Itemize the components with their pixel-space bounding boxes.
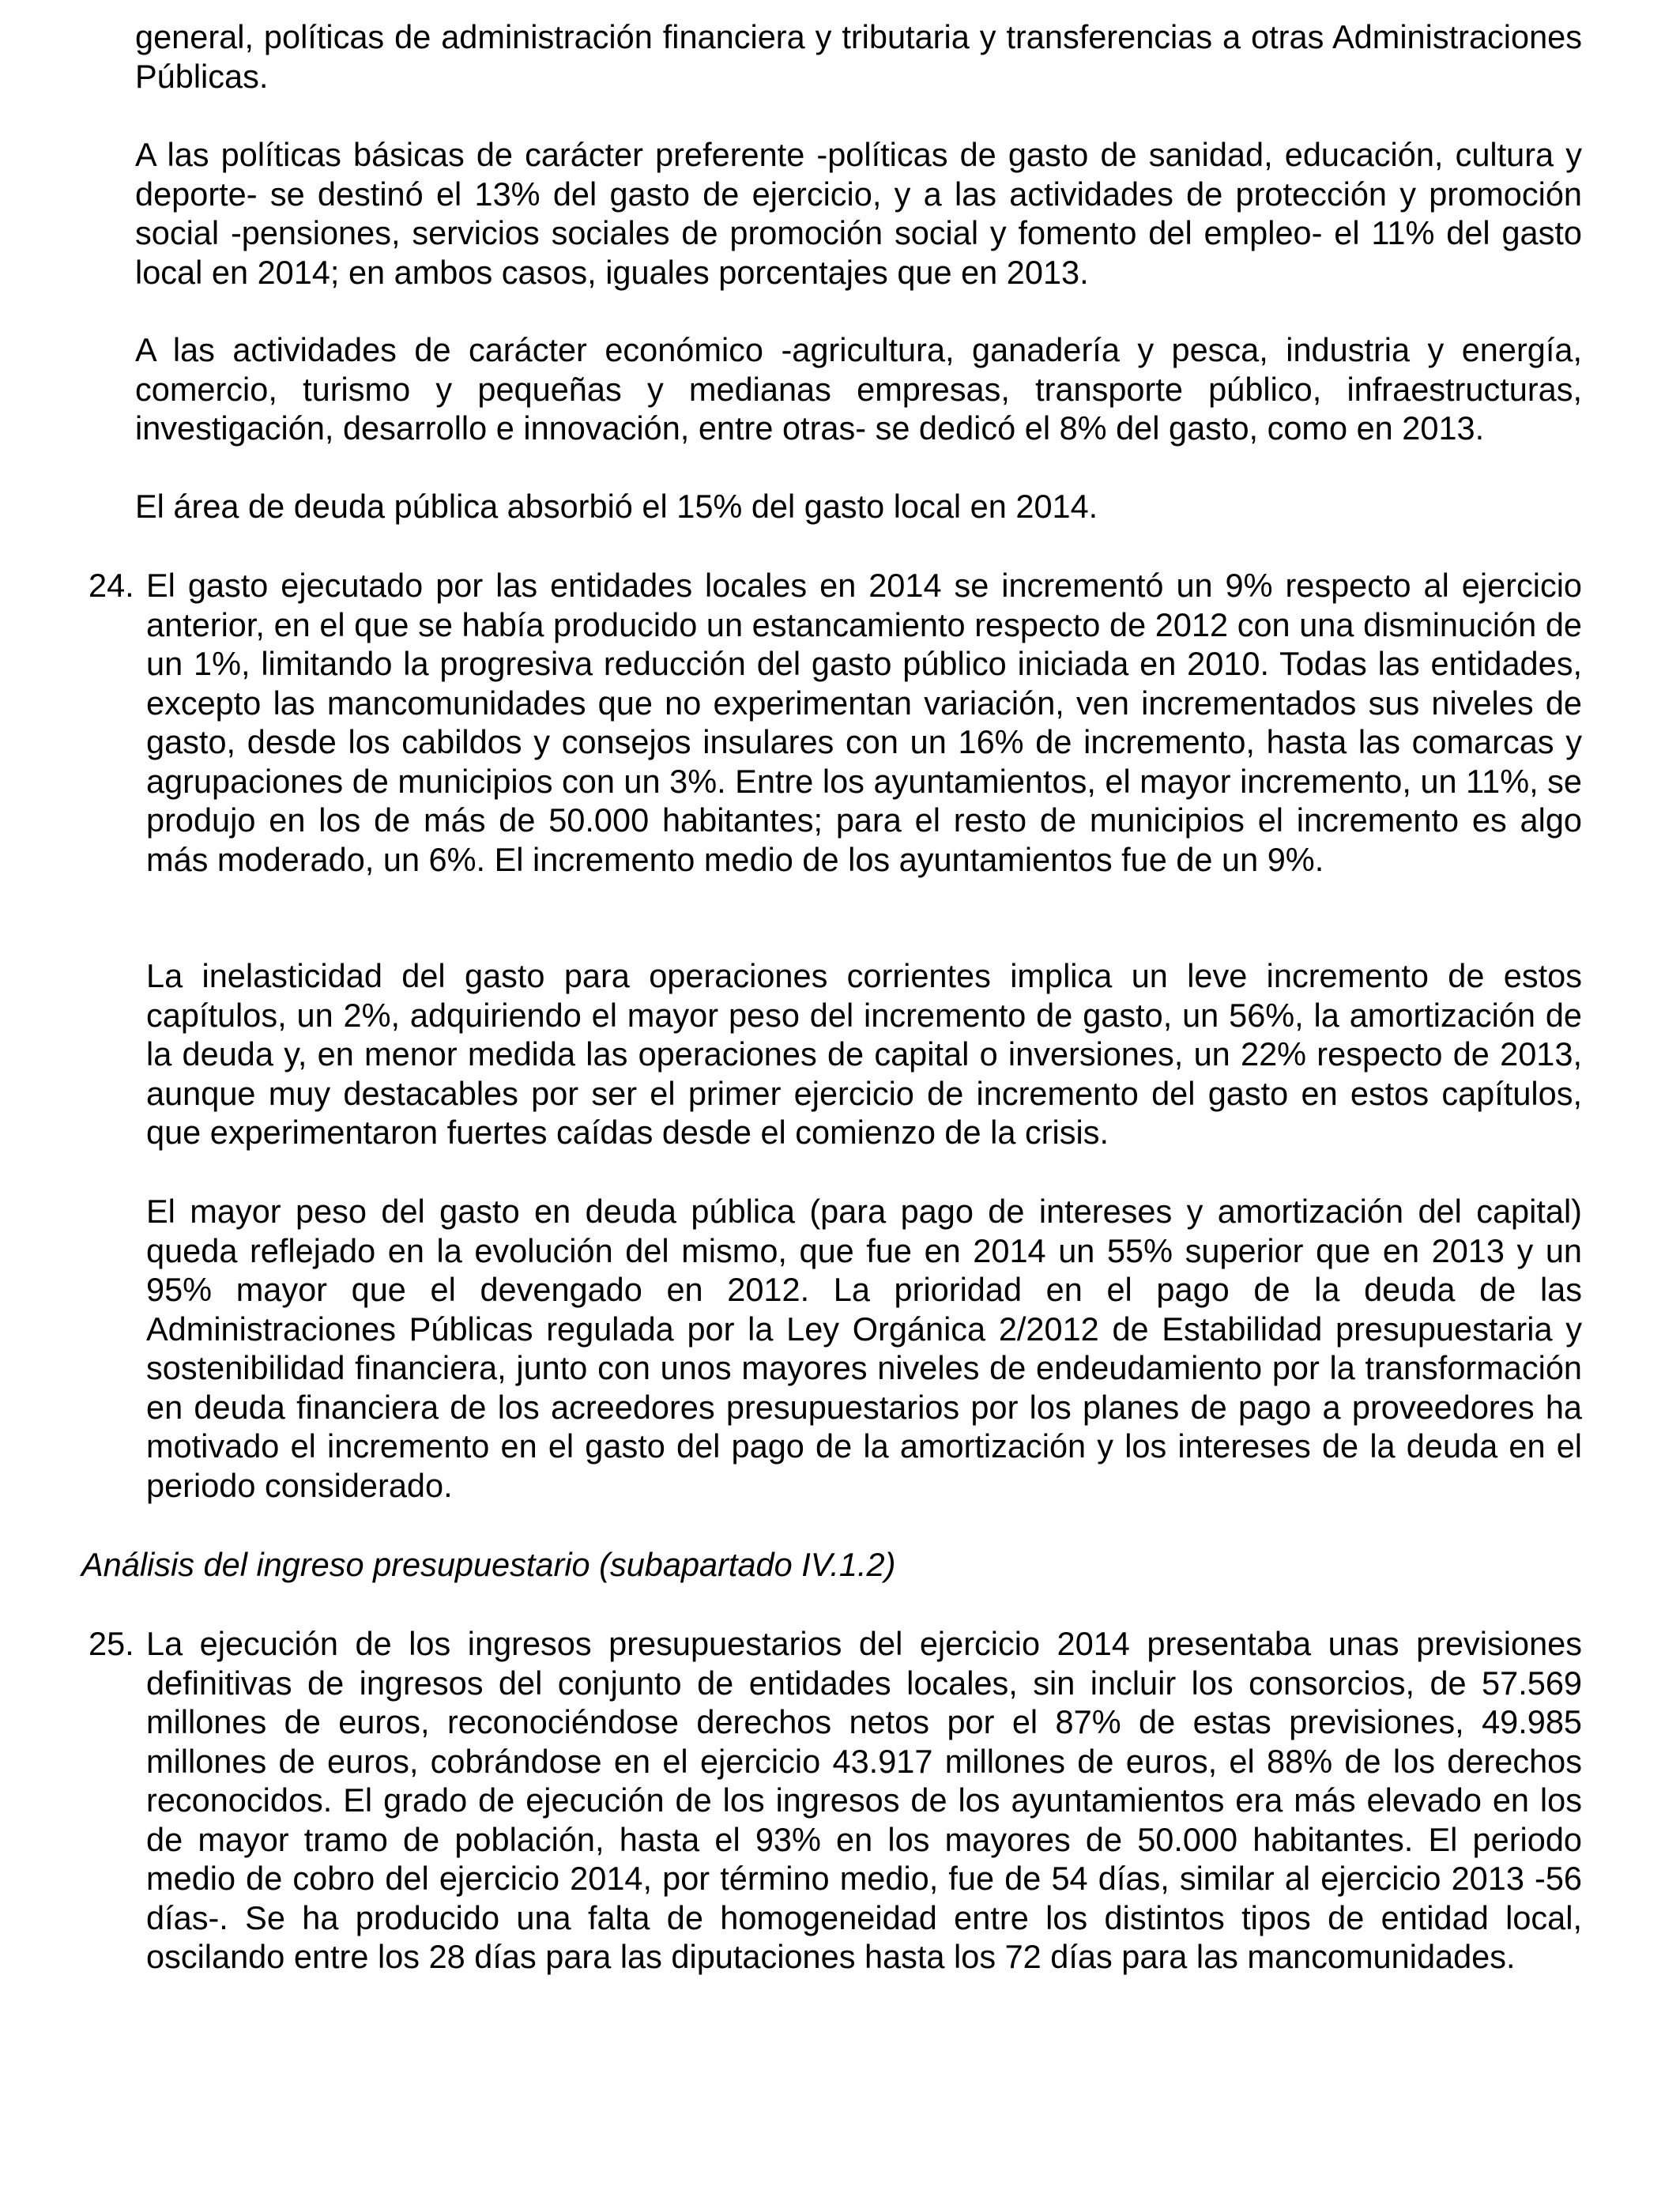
- section-heading: Análisis del ingreso presupuestario (subapartado IV.1.2): [81, 1546, 896, 1583]
- paragraph-number: 25.: [89, 1625, 134, 1662]
- paragraph-economico: A las actividades de carácter económico -agricultura, ganadería y pesca, industria y energía, comercio, turismo y pequeñas y medianas empresas, transporte público, infraestructuras, investigación, desarrollo e innovación, entre otras- se dedicó el 8% del gasto, como en 2013.: [135, 331, 1582, 447]
- numbered-paragraph-25: [89, 1624, 1582, 1977]
- numbered-paragraph-24: [89, 566, 1583, 879]
- paragraph-intro-tail: general, políticas de administración financiera y tributaria y transferencias a otras Administraciones Públicas.: [135, 18, 1582, 95]
- paragraph-25-text: La ejecución de los ingresos presupuestarios del ejercicio 2014 presentaba unas previsiones definitivas de ingresos del conjunto de entidades locales, sin incluir los consorcios, de 57.569 millones de euros, reconociéndose derechos netos por el 87% de estas previsiones, 49.985 millones de euros, cobrándose en el ejercicio 43.917 millones de euros, el 88% de los derechos reconocidos. El grado de ejecución de los ingresos de los ayuntamientos era más elevado en los de mayor tramo de población, hasta el 93% en los mayores de 50.000 habitantes. El periodo medio de cobro del ejercicio 2014, por término medio, fue de 54 días, similar al ejercicio 2013 -56 días-. Se ha producido una falta de homogeneidad entre los distintos tipos de entidad local, oscilando entre los 28 días para las diputaciones hasta los 72 días para las mancomunidades.: [146, 1625, 1582, 1975]
- paragraph-preferente: A las políticas básicas de carácter preferente -políticas de gasto de sanidad, educación, cultura y deporte- se destinó el 13% del gasto de ejercicio, y a las actividades de protección y promoción social -pensiones, servicios sociales de promoción social y fomento del empleo- el 11% del gasto local en 2014; en ambos casos, iguales porcentajes que en 2013.: [135, 136, 1582, 291]
- paragraph-number: 24.: [89, 567, 134, 604]
- paragraph-mayor-peso: El mayor peso del gasto en deuda pública (para pago de intereses y amortización del capital) queda reflejado en la evolución del mismo, que fue en 2014 un 55% superior que en 2013 y un 95% mayor que el devengado en 2012. La prioridad en el pago de la deuda de las Administraciones Públicas regulada por la Ley Orgánica 2/2012 de Estabilidad presupuestaria y sostenibilidad financiera, junto con unos mayores niveles de endeudamiento por la transformación en deuda financiera de los acreedores presupuestarios por los planes de pago a proveedores ha motivado el incremento en el gasto del pago de la amortización y los intereses de la deuda en el periodo considerado.: [146, 1193, 1582, 1504]
- paragraph-deuda: El área de deuda pública absorbió el 15% del gasto local en 2014.: [135, 488, 1098, 525]
- paragraph-inelasticidad: La inelasticidad del gasto para operaciones corrientes implica un leve incremento de estos capítulos, un 2%, adquiriendo el mayor peso del incremento de gasto, un 56%, la amortización de la deuda y, en menor medida las operaciones de capital o inversiones, un 22% respecto de 2013, aunque muy destacables por ser el primer ejercicio de incremento del gasto en estos capítulos, que experimentaron fuertes caídas desde el comienzo de la crisis.: [146, 957, 1582, 1151]
- paragraph-24-text: El gasto ejecutado por las entidades locales en 2014 se incrementó un 9% respecto al ejercicio anterior, en el que se había producido un estancamiento respecto de 2012 con una disminución de un 1%, limitando la progresiva reducción del gasto público iniciada en 2010. Todas las entidades, excepto las mancomunidades que no experimentan variación, ven incrementados sus niveles de gasto, desde los cabildos y consejos insulares con un 16% de incremento, hasta las comarcas y agrupaciones de municipios con un 3%. Entre los ayuntamientos, el mayor incremento, un 11%, se produjo en los de más de 50.000 habitantes; para el resto de municipios el incremento es algo más moderado, un 6%. El incremento medio de los ayuntamientos fue de un 9%.: [146, 567, 1583, 878]
